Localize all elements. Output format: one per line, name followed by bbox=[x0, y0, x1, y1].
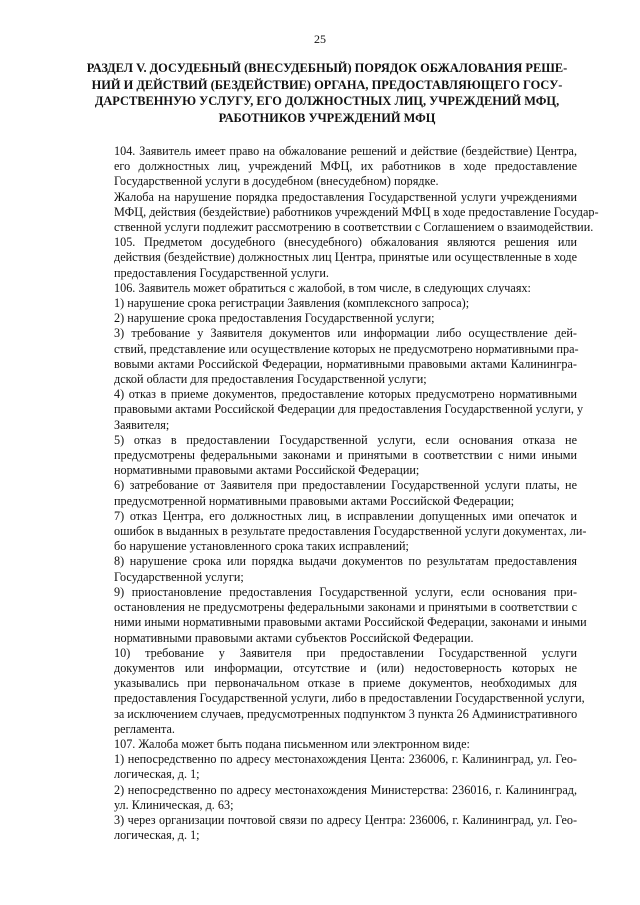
paragraph-line: Государственной услуги в досудебном (внесудебном) порядке. bbox=[114, 174, 439, 189]
paragraph-line: 1) нарушение срока регистрации Заявления (комплексного запроса); bbox=[114, 296, 470, 311]
paragraph bbox=[92, 311, 577, 326]
paragraph-line: дской области для предоставления Государственной услуги; bbox=[114, 372, 427, 387]
paragraph-line: МФЦ, действия (бездействие) работников учреждений МФЦ в ходе предоставление Государ- bbox=[114, 204, 599, 219]
page-number: 25 bbox=[314, 32, 326, 46]
paragraph-line: логическая, д. 1; bbox=[114, 767, 200, 782]
paragraph-line: нормативными правовыми актами Российской Федерации; bbox=[114, 463, 420, 478]
paragraph-line: 3) требование у Заявителя документов или информации либо осуществление дей- bbox=[114, 326, 577, 341]
paragraph-line: 107. Жалоба может быть подана письменном или электронном виде: bbox=[114, 736, 470, 751]
paragraph-line: Заявителя; bbox=[114, 417, 170, 432]
paragraph bbox=[92, 752, 577, 782]
document-body bbox=[92, 144, 599, 843]
section-heading bbox=[80, 60, 574, 126]
paragraph bbox=[92, 737, 577, 752]
paragraph-line: предусмотренной нормативными правовыми актами Российской Федерации; bbox=[114, 493, 515, 508]
paragraph bbox=[92, 235, 577, 281]
heading-line: РАБОТНИКОВ УЧРЕЖДЕНИЙ МФЦ bbox=[218, 110, 436, 125]
heading-line: ДАРСТВЕННУЮ УСЛУГУ, ЕГО ДОЛЖНОСТНЫХ ЛИЦ, УЧРЕЖДЕНИЙ МФЦ, bbox=[94, 94, 560, 108]
paragraph-line: 7) отказ Центра, его должностных лиц, в исправлении допущенных ими опечаток и bbox=[114, 508, 577, 523]
paragraph bbox=[92, 645, 585, 737]
paragraph-line: ствий, представление или осуществление которых не предусмотрено нормативными пра- bbox=[114, 341, 579, 356]
paragraph-line: 2) непосредственно по адресу местонахождения Министерства: 236016, г. Калининград, bbox=[114, 782, 577, 797]
paragraph-line: логическая, д. 1; bbox=[114, 828, 200, 843]
paragraph bbox=[92, 281, 577, 296]
heading-line: РАЗДЕЛ V. ДОСУДЕБНЫЙ (ВНЕСУДЕБНЫЙ) ПОРЯДОК ОБЖАЛОВАНИЯ РЕШЕ- bbox=[86, 61, 568, 75]
paragraph bbox=[92, 813, 577, 843]
paragraph-line: 8) нарушение срока или порядка выдачи документов по результатам предоставления bbox=[114, 554, 577, 569]
paragraph-line: ственной услуги подлежит рассмотрению в соответствии с Соглашением о взаимодействии. bbox=[114, 220, 594, 235]
paragraph-line: 105. Предметом досудебного (внесудебного) обжалования являются решения или bbox=[114, 235, 577, 250]
paragraph-line: регламента. bbox=[114, 721, 175, 736]
paragraph bbox=[92, 554, 577, 584]
paragraph-line: правовыми актами Российской Федерации для предоставления Государственной услуги, у bbox=[114, 402, 584, 417]
paragraph-line: за исключением случаев, предусмотренных подпунктом 3 пункта 26 Административного bbox=[114, 706, 578, 721]
paragraph-line: 1) непосредственно по адресу местонахождения Цента: 236006, г. Калининград, ул. Гео- bbox=[114, 752, 577, 767]
paragraph-line: Государственной услуги; bbox=[114, 569, 244, 584]
paragraph-line: действия (бездействие) должностных лиц Центра, принятые или осуществленные в ходе bbox=[114, 250, 577, 265]
paragraph-line: бо нарушение установленного срока таких исправлений; bbox=[114, 539, 409, 554]
paragraph-line: 4) отказ в приеме документов, предоставление которых предусмотрено нормативными bbox=[114, 387, 577, 402]
paragraph-line: документов или информации, отсутствие и (или) недостоверность которых не bbox=[114, 660, 577, 675]
paragraph-line: предоставления Государственной услуги. bbox=[114, 265, 329, 280]
paragraph-line: ошибок в выданных в результате предоставления Государственной услуги документах, ли- bbox=[114, 524, 587, 539]
paragraph bbox=[92, 478, 577, 508]
paragraph-line: 10) требование у Заявителя при предоставлении Государственной услуги bbox=[114, 645, 577, 660]
paragraph-line: предоставления Государственной услуги, либо в предоставлении Государственной услуги, bbox=[114, 691, 585, 706]
paragraph bbox=[92, 433, 577, 479]
paragraph-line: предусмотрены федеральными законами и принятыми в соответствии с ними иными bbox=[114, 448, 577, 463]
paragraph bbox=[92, 144, 577, 190]
paragraph-line: остановления не предусмотрены федеральными законами и принятыми в соответствии с bbox=[114, 600, 577, 615]
paragraph bbox=[92, 189, 599, 236]
paragraph bbox=[92, 508, 587, 555]
paragraph-line: 106. Заявитель может обратиться с жалобой, в том числе, в следующих случаях: bbox=[114, 280, 531, 295]
paragraph-line: Жалоба на нарушение порядка предоставления Государственной услуги учреждениями bbox=[114, 189, 577, 204]
paragraph-line: 9) приостановление предоставления Государственной услуги, если основания при- bbox=[114, 584, 577, 599]
heading-line: НИЙ И ДЕЙСТВИЙ (БЕЗДЕЙСТВИЕ) ОРГАНА, ПРЕДОСТАВЛЯЮЩЕГО ГОСУ- bbox=[91, 77, 563, 92]
paragraph bbox=[92, 296, 577, 311]
paragraph-line: его должностных лиц, учреждений МФЦ, их работников в ходе предоставление bbox=[114, 159, 577, 174]
paragraph-line: ними иными нормативными правовыми актами Российской Федерации, законами и иными bbox=[114, 615, 587, 630]
paragraph-line: 3) через организации почтовой связи по адресу Центра: 236006, г. Калининград, ул. Гео- bbox=[114, 812, 577, 827]
paragraph-line: вовыми актами Российской Федерации, нормативными правовыми актами Калинингра- bbox=[114, 356, 577, 371]
paragraph-line: ул. Клиническая, д. 63; bbox=[114, 797, 234, 812]
paragraph bbox=[92, 326, 577, 387]
paragraph-line: 2) нарушение срока предоставления Государственной услуги; bbox=[114, 311, 435, 326]
paragraph-line: 5) отказ в предоставлении Государственной услуги, если основания отказа не bbox=[114, 432, 577, 447]
paragraph bbox=[92, 584, 587, 646]
paragraph-line: указывались при первоначальном отказе в приеме документов, необходимых для bbox=[114, 676, 577, 691]
paragraph-line: 6) затребование от Заявителя при предоставлении Государственной услуги платы, не bbox=[114, 478, 577, 493]
paragraph-line: 104. Заявитель имеет право на обжалование решений и действие (бездействие) Центра, bbox=[114, 144, 577, 158]
paragraph bbox=[92, 783, 577, 813]
paragraph-line: нормативными правовыми актами субъектов Российской Федерации. bbox=[114, 630, 474, 645]
paragraph bbox=[92, 387, 584, 433]
